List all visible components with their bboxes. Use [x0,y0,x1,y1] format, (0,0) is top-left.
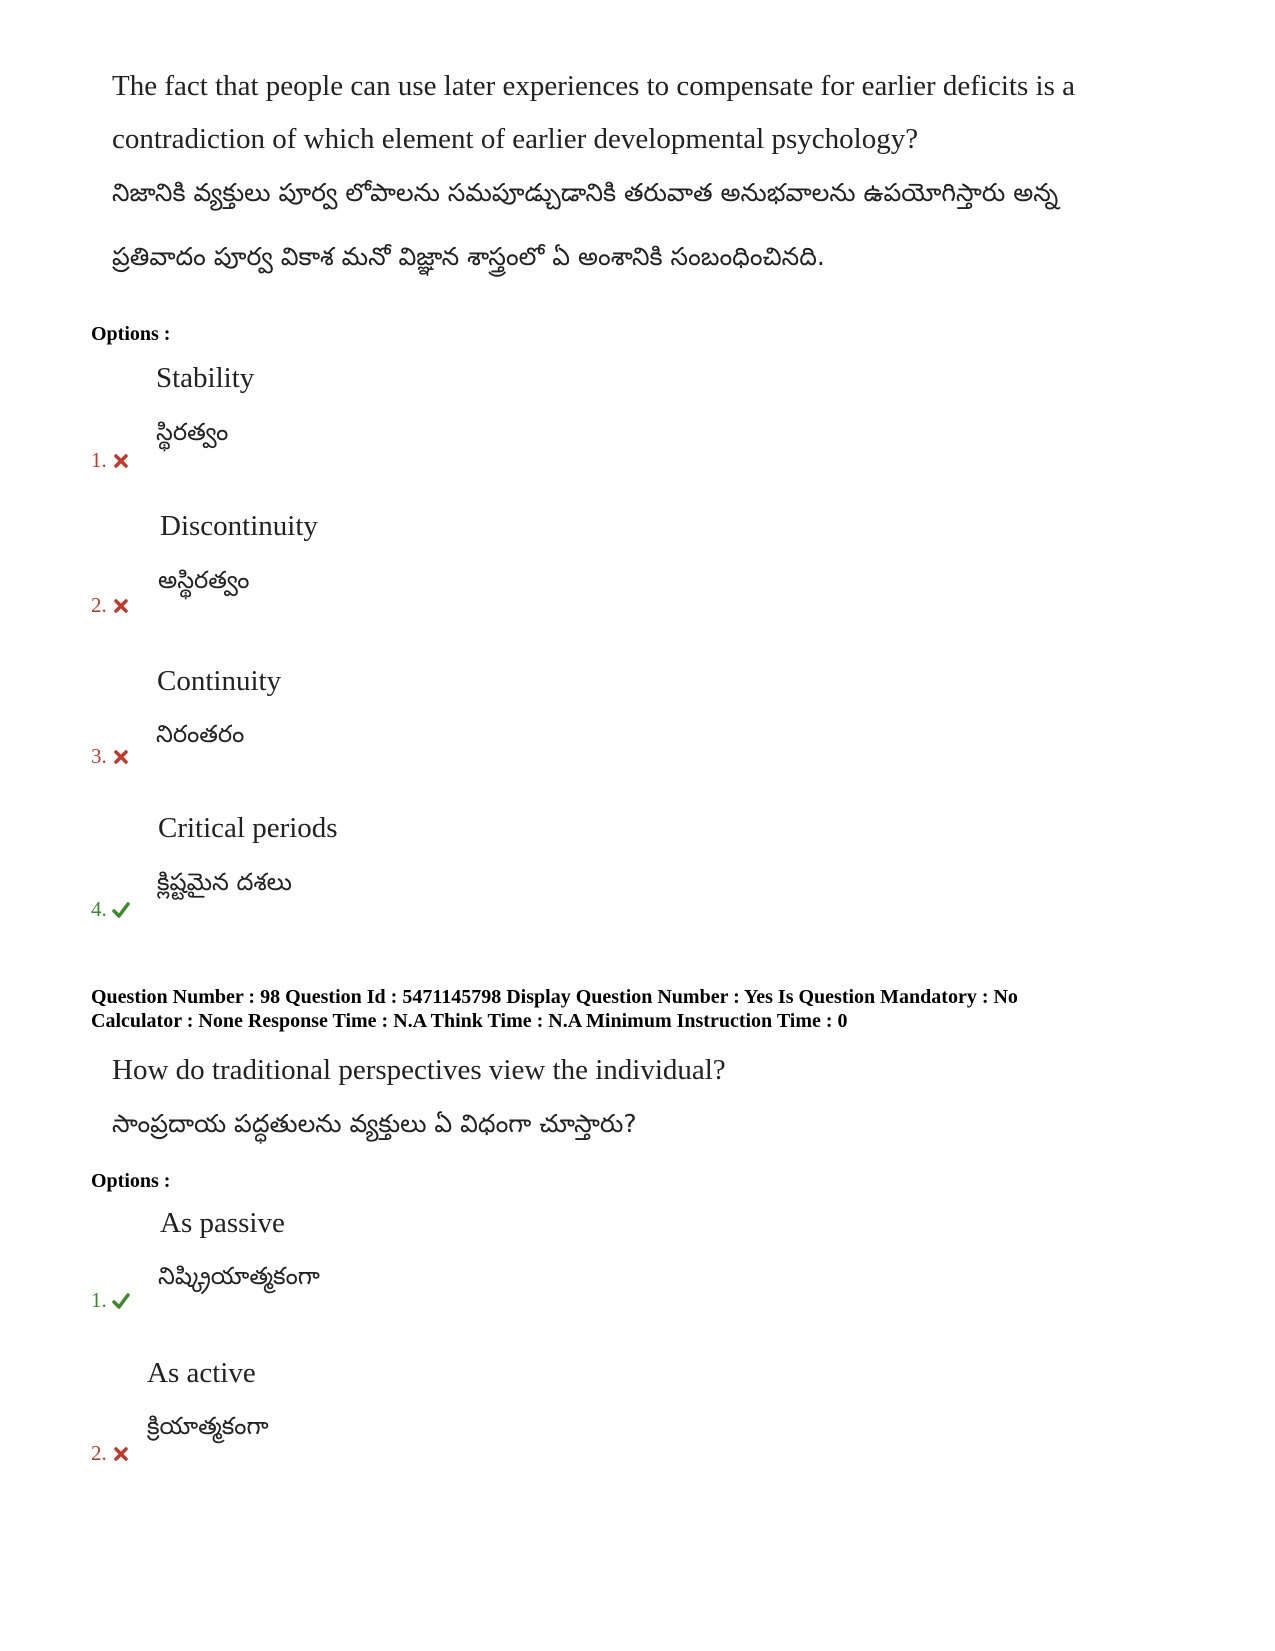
option-2-marker [91,593,130,618]
question-text-telugu-line-2: ప్రతివాదం పూర్వ వికాశ మనో విజ్ఞాన శాస్త్రంలో ఏ అంశానికి సంబంధించినది. [112,242,825,271]
cross-icon [112,748,130,766]
option-3-text: Continuity [157,665,282,697]
question-text-line-1: The fact that people can use later experiences to compensate for earlier deficits is a [112,70,1075,102]
option-2-marker [91,1441,130,1466]
option-number: 2. [91,593,107,617]
option-2-telugu: అస్థిరత్వం [158,566,250,594]
cross-icon [112,597,130,615]
options-label: Options : [91,1170,171,1192]
question-text-line-2: contradiction of which element of earlier developmental psychology? [112,123,919,155]
cross-icon [112,1445,130,1463]
option-1-telugu: స్థిరత్వం [156,418,229,446]
question-text-telugu-line-1: నిజానికి వ్యక్తులు పూర్వ లోపాలను సమపూడ్చుడానికి తరువాత అనుభవాలను ఉపయోగిస్తారు అన్న [112,178,1059,207]
option-1-marker [91,1288,130,1313]
option-1-marker [91,448,130,473]
option-2-text: As active [147,1357,256,1389]
option-1-telugu: నిష్క్రియాత్మకంగా [158,1262,320,1290]
option-3-marker [91,744,130,769]
option-4-text: Critical periods [158,812,338,844]
option-1-text: As passive [160,1207,285,1239]
option-number: 3. [91,744,107,768]
options-label: Options : [91,323,171,345]
option-number: 2. [91,1441,107,1465]
option-number: 1. [91,448,107,472]
cross-icon [112,452,130,470]
check-icon [112,901,130,919]
option-1-text: Stability [156,362,255,394]
option-4-marker [91,897,130,922]
option-4-telugu: క్లిష్టమైన దశలు [157,868,292,896]
option-number: 1. [91,1288,107,1312]
question-meta-line-2: Calculator : None Response Time : N.A Think Time : N.A Minimum Instruction Time : 0 [91,1010,848,1032]
option-2-telugu: క్రియాత్మకంగా [147,1412,269,1440]
question-text: How do traditional perspectives view the individual? [112,1054,726,1086]
question-meta-line-1: Question Number : 98 Question Id : 5471145798 Display Question Number : Yes Is Question Mandatory : No [91,986,1018,1008]
option-3-telugu: నిరంతరం [156,720,245,748]
question-text-telugu: సాంప్రదాయ పద్ధతులను వ్యక్తులు ఏ విధంగా చూస్తారు? [112,1109,637,1138]
option-number: 4. [91,897,107,921]
check-icon [112,1292,130,1310]
option-2-text: Discontinuity [160,510,318,542]
